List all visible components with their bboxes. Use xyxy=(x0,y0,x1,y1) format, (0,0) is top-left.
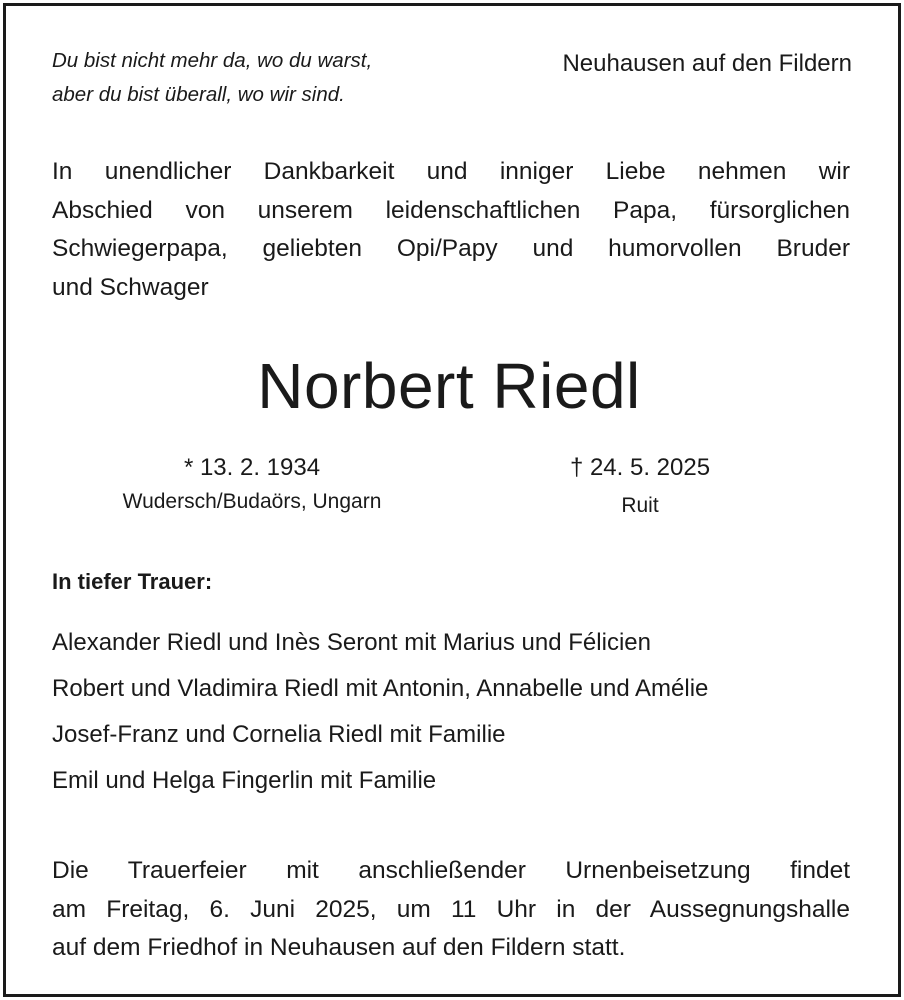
ceremony-line: Die Trauerfeier mit anschließender Urnenbeisetzung findet xyxy=(52,857,850,884)
ceremony-paragraph xyxy=(52,852,850,968)
motto-line-1: Du bist nicht mehr da, wo du warst, xyxy=(52,49,373,72)
mourner-entry: Robert und Vladimira Riedl mit Antonin, Annabelle und Amélie xyxy=(52,675,709,702)
birth-info xyxy=(52,451,452,517)
death-place: Ruit xyxy=(621,494,659,517)
intro-line: In unendlicher Dankbarkeit und inniger Liebe nehmen wir xyxy=(52,158,850,185)
intro-line: Schwiegerpapa, geliebten Opi/Papy und humorvollen Bruder xyxy=(52,235,850,262)
intro-line: Abschied von unserem leidenschaftlichen Papa, fürsorglichen xyxy=(52,196,850,224)
mourners-list xyxy=(52,624,708,808)
mourner-entry: Emil und Helga Fingerlin mit Familie xyxy=(52,767,437,794)
mourner-entry: Alexander Riedl und Inès Seront mit Marius und Félicien xyxy=(52,629,651,656)
motto-line-2: aber du bist überall, wo wir sind. xyxy=(52,83,345,106)
intro-line: und Schwager xyxy=(52,273,209,301)
intro-paragraph xyxy=(52,153,850,307)
death-date: † 24. 5. 2025 xyxy=(569,454,711,481)
ceremony-line: auf dem Friedhof in Neuhausen auf den Fildern statt. xyxy=(52,934,626,961)
birth-place: Wudersch/Budaörs, Ungarn xyxy=(122,490,382,513)
deceased-name: Norbert Riedl xyxy=(257,350,641,422)
place-heading: Neuhausen auf den Fildern xyxy=(562,50,852,77)
motto-quote xyxy=(52,44,372,112)
death-info xyxy=(490,451,790,521)
ceremony-line: am Freitag, 6. Juni 2025, um 11 Uhr in der Aussegnungshalle xyxy=(52,895,850,923)
mourning-heading: In tiefer Trauer: xyxy=(52,569,213,594)
birth-date: * 13. 2. 1934 xyxy=(183,454,321,481)
mourner-entry: Josef-Franz und Cornelia Riedl mit Familie xyxy=(52,721,506,748)
